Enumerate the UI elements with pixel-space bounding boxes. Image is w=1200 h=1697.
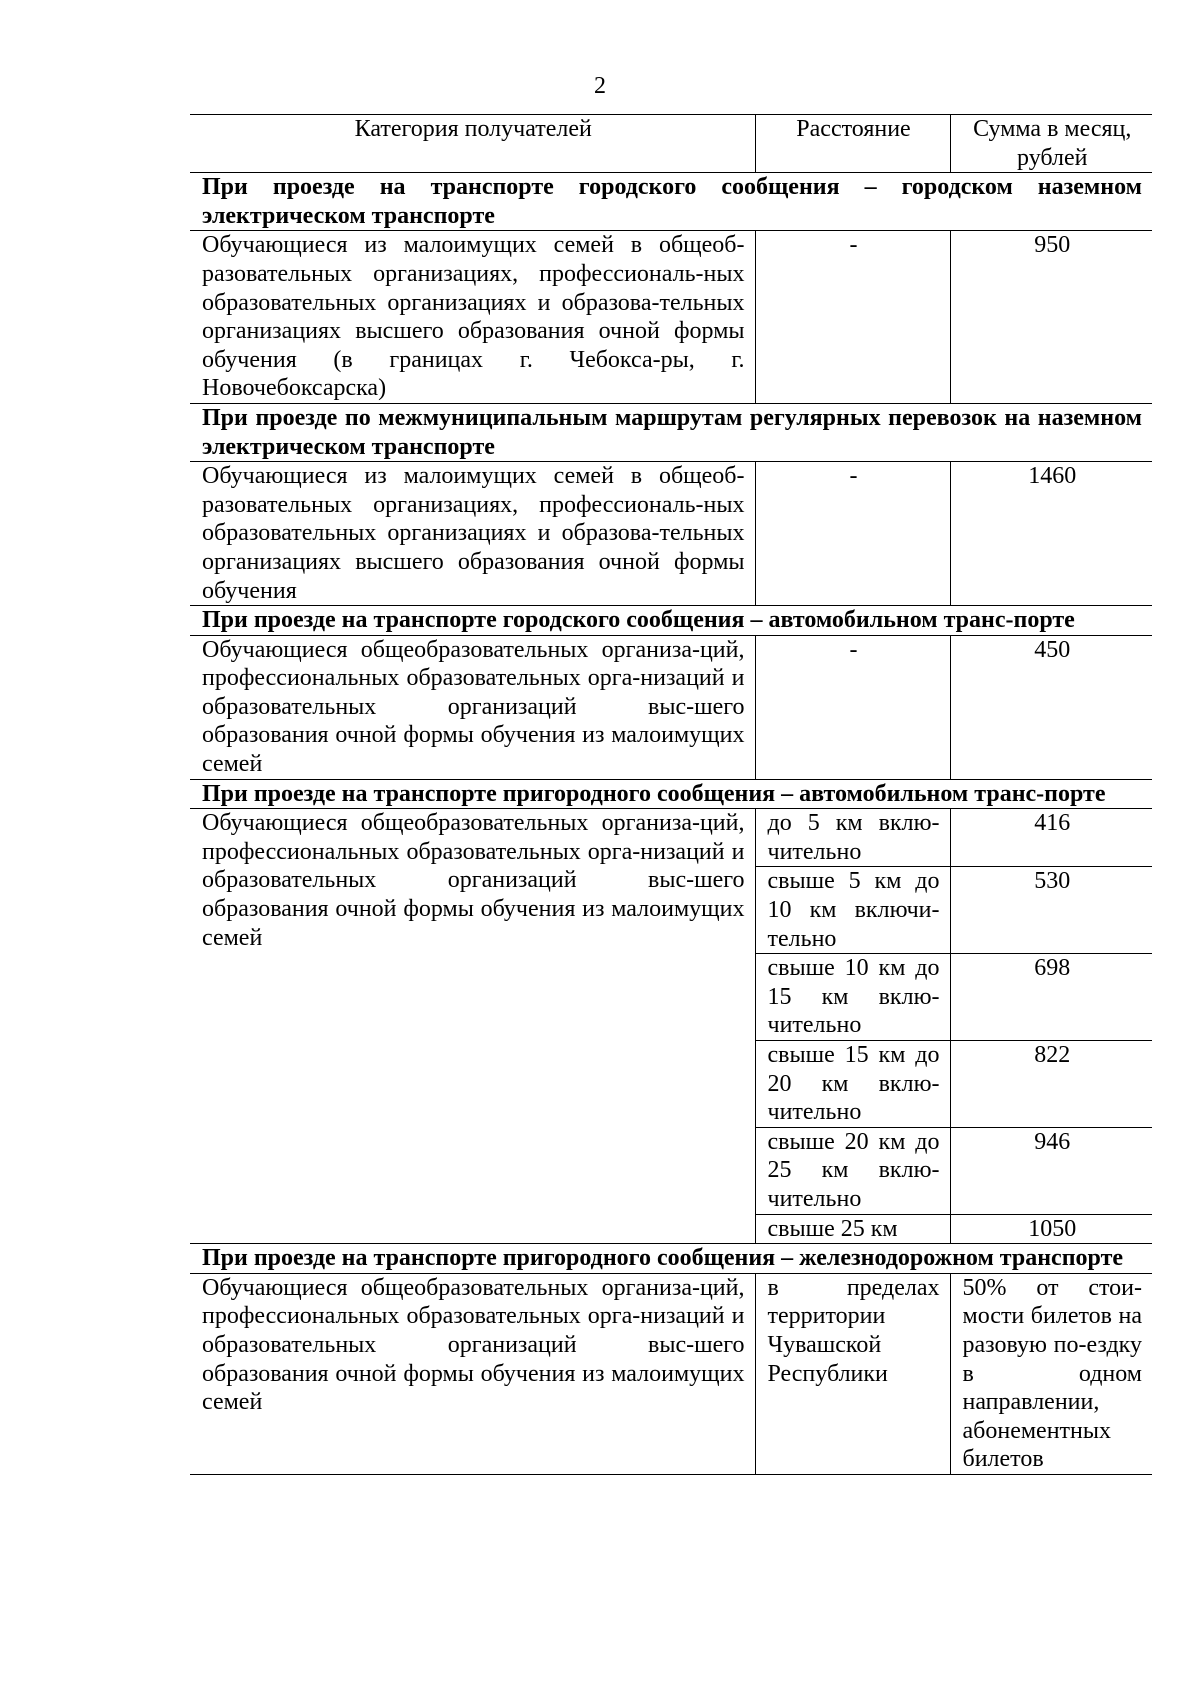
table-row [190, 809, 1152, 867]
category-cell: Обучающиеся из малоимущих семей в общеоб-разовательных организациях, профессиональ-ных образовательных организациях и образова-тельных организациях высшего образования очной формы обучения [190, 462, 755, 606]
section-title-row [190, 173, 1152, 231]
table-header-row [190, 115, 1152, 173]
amount-cell: 950 [950, 231, 1152, 404]
distance-cell: свыше 25 км [755, 1214, 950, 1244]
amount-cell: 416 [950, 809, 1152, 867]
header-category: Категория получателей [190, 115, 755, 173]
amount-cell: 50% от стои-мости билетов на разовую по-ездку в одном направлении, абонементных билетов [950, 1273, 1152, 1474]
amount-cell: 1460 [950, 462, 1152, 606]
section-title-row [190, 1244, 1152, 1274]
section-title: При проезде по межмуниципальным маршрутам регулярных перевозок на наземном электрическом транспорте [190, 403, 1152, 461]
distance-cell: до 5 км вклю-чительно [755, 809, 950, 867]
distance-cell: в пределах территории Чувашской Республики [755, 1273, 950, 1474]
amount-cell: 1050 [950, 1214, 1152, 1244]
table-row [190, 231, 1152, 404]
distance-cell: - [755, 635, 950, 779]
category-cell: Обучающиеся общеобразовательных организа-ций, профессиональных образовательных орга-низаций и образовательных организаций выс-шего образования очной формы обучения из малоимущих семей [190, 635, 755, 779]
section-title-row [190, 403, 1152, 461]
amount-cell: 450 [950, 635, 1152, 779]
amount-cell: 698 [950, 954, 1152, 1041]
table-row [190, 1273, 1152, 1474]
header-amount: Сумма в месяц, рублей [950, 115, 1152, 173]
section-title: При проезде на транспорте городского сообщения – автомобильном транс-порте [190, 606, 1152, 636]
benefits-table [190, 114, 1152, 1475]
section-title: При проезде на транспорте пригородного сообщения – железнодорожном транспорте [190, 1244, 1152, 1274]
table-row [190, 462, 1152, 606]
header-distance: Расстояние [755, 115, 950, 173]
amount-cell: 946 [950, 1127, 1152, 1214]
distance-cell: свыше 15 км до 20 км вклю-чительно [755, 1041, 950, 1128]
section-title-row [190, 606, 1152, 636]
section-title: При проезде на транспорте городского сообщения – городском наземном электрическом транспорте [190, 173, 1152, 231]
distance-cell: - [755, 462, 950, 606]
category-cell: Обучающиеся из малоимущих семей в общеоб-разовательных организациях, профессиональ-ных образовательных организациях и образова-тельных организациях высшего образования очной формы обучения (в границах г. Чебокса-ры, г. Новочебоксарска) [190, 231, 755, 404]
amount-cell: 530 [950, 867, 1152, 954]
distance-cell: свыше 5 км до 10 км включи-тельно [755, 867, 950, 954]
section-title: При проезде на транспорте пригородного сообщения – автомобильном транс-порте [190, 779, 1152, 809]
page-number: 2 [594, 73, 606, 99]
amount-cell: 822 [950, 1041, 1152, 1128]
category-cell: Обучающиеся общеобразовательных организа-ций, профессиональных образовательных орга-низаций и образовательных организаций выс-шего образования очной формы обучения из малоимущих семей [190, 809, 755, 1244]
category-cell: Обучающиеся общеобразовательных организа-ций, профессиональных образовательных орга-низаций и образовательных организаций выс-шего образования очной формы обучения из малоимущих семей [190, 1273, 755, 1474]
distance-cell: свыше 20 км до 25 км вклю-чительно [755, 1127, 950, 1214]
section-title-row [190, 779, 1152, 809]
table-row [190, 635, 1152, 779]
distance-cell: - [755, 231, 950, 404]
distance-cell: свыше 10 км до 15 км вклю-чительно [755, 954, 950, 1041]
